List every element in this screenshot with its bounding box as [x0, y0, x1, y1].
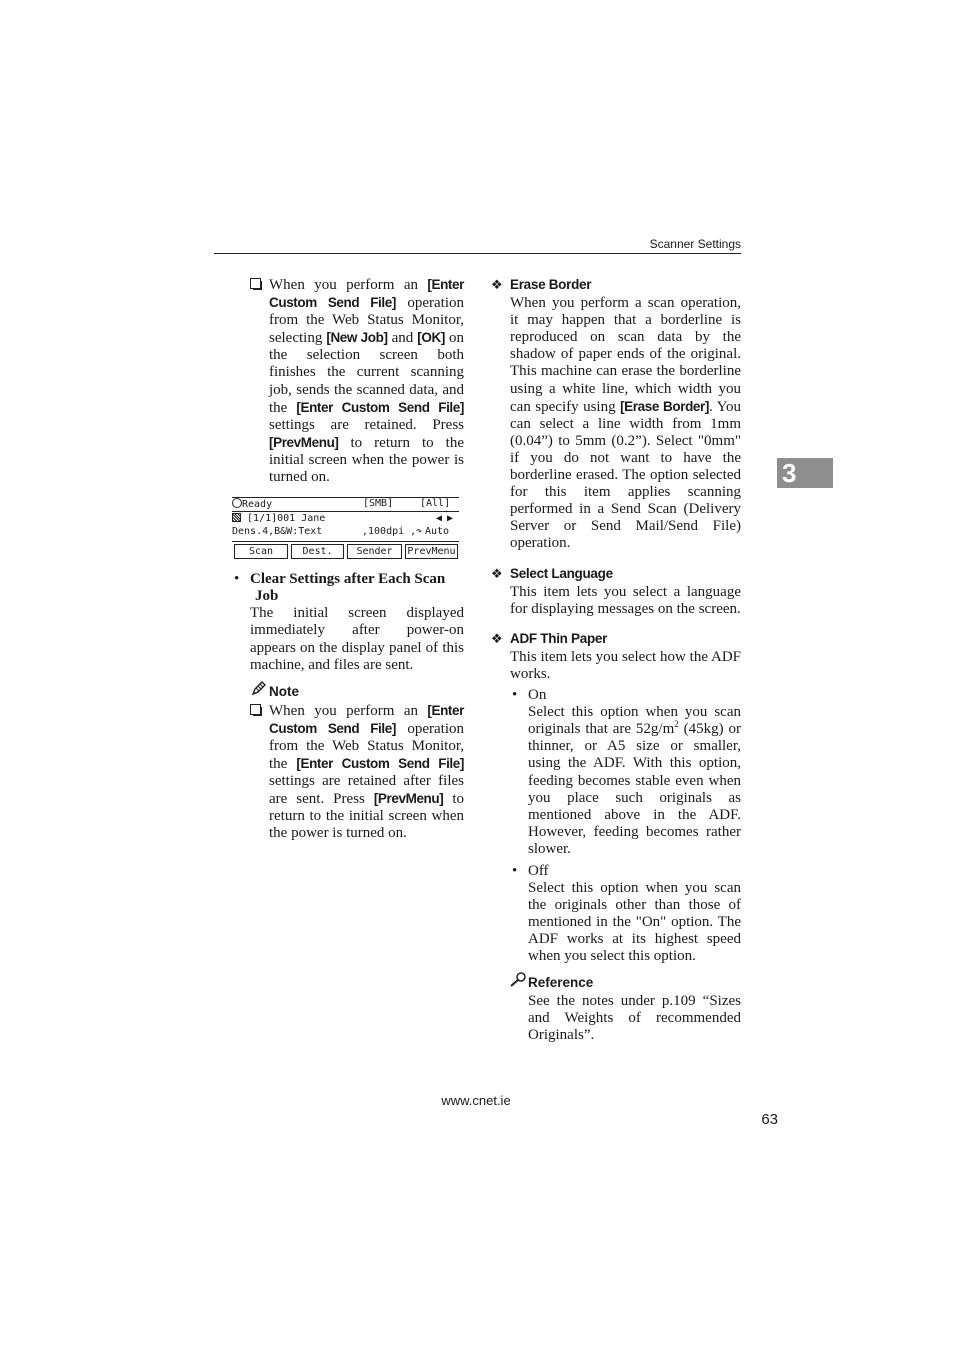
- select-language-body: This item lets you select a language for displaying messages on the screen.: [510, 583, 741, 617]
- option-off-text: Select this option when you scan the originals other than those of mentioned in the "On" option. The ADF works at its highest speed when you select this option.: [528, 880, 741, 965]
- lcd-prevmenu-button[interactable]: PrevMenu: [405, 544, 458, 559]
- destination-list-icon: [232, 513, 241, 522]
- lcd-panel: [232, 497, 460, 559]
- note-heading: Note: [232, 683, 464, 700]
- erase-border-heading: ❖ Erase Border: [491, 277, 592, 292]
- bullet-dot-icon: •: [512, 687, 518, 704]
- lcd-settings-right: ,100dpi ,: [362, 526, 417, 538]
- bullet-dot-icon: •: [234, 571, 240, 588]
- lcd-destination: [1/1]001 Jane: [247, 513, 326, 525]
- diamond-bullet-icon: ❖: [491, 277, 503, 292]
- note-item-1: When you perform an [Enter Custom Send File] operation from the Web Status Monitor, selecting [New Job] and [OK] on the selection screen both finishes the current scanning job, sends the scanned data, and the [Enter Custom Send File] settings are retained. Press [PrevMenu] to return to the initial screen when the power is turned on.: [232, 276, 464, 486]
- select-language-heading: ❖ Select Language: [491, 565, 613, 581]
- right-column: [491, 276, 741, 1044]
- magnifier-reference-icon: [509, 971, 527, 992]
- lcd-sender-button[interactable]: Sender: [347, 544, 402, 559]
- lcd-status-row: [232, 498, 458, 510]
- lcd-auto: Auto: [425, 526, 450, 538]
- option-on-text: Select this option when you scan originals that are $52g/m^2$ (45kg) or thinner, or A5 size or smaller, using the ADF. With this option, feeding becomes stable even when you place such originals as mentioned above in the ADF. However, feeding becomes rather slower.: [528, 704, 741, 857]
- chapter-tab: [777, 458, 833, 488]
- checkbox-bullet-icon: [250, 704, 261, 715]
- erase-border-body: When you perform a scan operation, it may happen that a borderline is reproduced on scan data by the shadow of paper ends of the original. This machine can erase the borderline using a white line, which width you can specify using [Erase Border]. You can select a line width from 1mm (0.04”) to 5mm (0.2”). Select "0mm" if you do not want to have the borderline erased. The option selected for this item applies scanning performed in a Send Scan (Delivery Server or Send Mail/Send File) operation.: [510, 295, 742, 552]
- lcd-settings-left: Dens.4,B&W:Text: [232, 526, 323, 538]
- bullet-title: Clear Settings after Each Scan Job: [250, 571, 446, 605]
- option-off: [491, 863, 741, 966]
- bullet-clear-settings: [232, 571, 464, 674]
- adf-thin-paper-heading: ❖ ADF Thin Paper: [491, 630, 608, 646]
- reference-heading: Reference: [491, 974, 741, 991]
- scroll-left-icon[interactable]: ◀: [436, 513, 443, 525]
- adf-thin-paper-body: This item lets you select how the ADF works.: [510, 648, 741, 682]
- option-off-label: Off: [528, 863, 549, 879]
- checkbox-bullet-icon: [250, 278, 261, 289]
- left-column: [232, 276, 464, 843]
- lcd-tag-all: [All]: [420, 498, 451, 510]
- page-number: 63: [761, 1111, 778, 1128]
- section-title: Scanner Settings: [649, 237, 741, 251]
- reference-body: See the notes under p.109 “Sizes and Weights of recommended Originals”.: [528, 992, 741, 1043]
- scroll-right-icon[interactable]: ▶: [447, 513, 454, 525]
- pencil-note-icon: [250, 680, 267, 701]
- lcd-dest-button[interactable]: Dest.: [291, 544, 344, 559]
- option-on-label: On: [528, 687, 547, 704]
- diamond-bullet-icon: ❖: [491, 630, 503, 646]
- lcd-destination-row: [232, 513, 458, 525]
- rotate-icon: ↷: [416, 526, 423, 538]
- bullet-body: The initial screen displayed immediately after power-on appears on the display panel of this machine, and files are sent.: [250, 605, 464, 673]
- bullet-dot-icon: •: [512, 863, 518, 879]
- lcd-tag-smb: [SMB]: [363, 498, 394, 510]
- chapter-number: 3: [782, 458, 797, 488]
- ready-circle-icon: [232, 498, 242, 508]
- header-rule: [214, 253, 741, 254]
- option-on: [491, 687, 741, 858]
- lcd-status: Ready: [242, 499, 273, 511]
- note-item-2: When you perform an [Enter Custom Send File] operation from the Web Status Monitor, the [Enter Custom Send File] settings are retained after files are sent. Press [PrevMenu] to return to the initial screen when the power is turned on.: [232, 702, 464, 843]
- lcd-settings-row: [232, 526, 458, 538]
- lcd-scan-button[interactable]: Scan: [234, 544, 288, 559]
- footer-url: www.cnet.ie: [441, 1093, 511, 1108]
- diamond-bullet-icon: ❖: [491, 565, 503, 581]
